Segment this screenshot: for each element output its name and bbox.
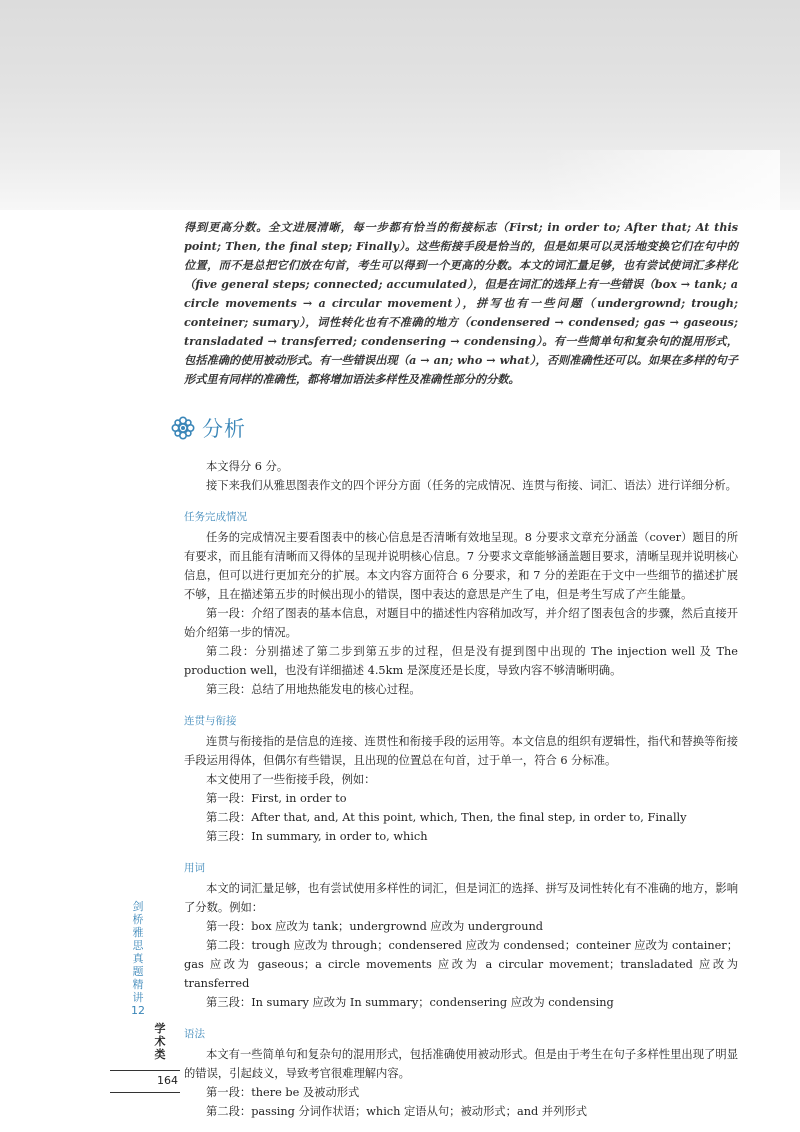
flower-icon (170, 415, 196, 441)
page-number: 164 (157, 1074, 178, 1087)
coherence-paragraph: 本文使用了一些衔接手段，例如： (206, 773, 376, 786)
grammar-paragraph: 第一段：there be 及被动形式 (206, 1086, 360, 1099)
task-paragraph: 任务的完成情况主要看图表中的核心信息是否清晰有效地呈现。8 分要求文章充分涵盖（cover）题目的所有要求，而且能有清晰而又得体的呈现并说明核心信息。7 分要求文章能够涵盖题目要求，清晰呈现并说明核心信息，但可以进行更加充分的扩展。本文内容方面符合 6 分要求，和 7 分的差距在于文中一些细节的描述扩展不够，且在描述第五步的时候出现小的错误，图中表达的意思是产生了电，但是考生写成了产生能量。 (184, 531, 738, 601)
page-number-rule (110, 1092, 180, 1093)
vocab-heading: 用词 (184, 862, 205, 874)
coherence-heading: 连贯与衔接 (184, 715, 237, 727)
grammar-paragraph: 本文有一些简单句和复杂句的混用形式，包括准确使用被动形式。但是由于考生在句子多样性里出现了明显的错误，引起歧义，导致考官很难理解内容。 (184, 1048, 738, 1080)
task-heading: 任务完成情况 (184, 511, 247, 523)
score-line: 本文得分 6 分。 (206, 460, 289, 473)
coherence-paragraph: 第二段：After that, and, At this point, which, Then, the final step, in order to, Finally (206, 811, 687, 824)
task-paragraph: 第一段：介绍了图表的基本信息，对题目中的描述性内容稍加改写，并介绍了图表包含的步骤，然后直接开始介绍第一步的情况。 (184, 607, 738, 639)
vocab-paragraph: 第二段：trough 应改为 through；condensered 应改为 condensed；conteiner 应改为 container；gas 应改为 gaseous；a circle movements 应改为 a circular movement；transladated 应改为 transferred (184, 939, 738, 990)
top-shaded-area (0, 0, 800, 210)
grammar-paragraph: 第二段：passing 分词作状语；which 定语从句；被动形式；and 并列形式 (206, 1105, 587, 1118)
section-title: 分析 (202, 417, 246, 441)
grammar-heading: 语法 (184, 1028, 205, 1040)
overview-paragraph: 接下来我们从雅思图表作文的四个评分方面（任务的完成情况、连贯与衔接、词汇、语法）进行详细分析。 (206, 479, 737, 492)
category-label-vertical: 学术类 (154, 1022, 166, 1061)
main-content (184, 218, 738, 1121)
page-number-rule (110, 1070, 180, 1071)
vocab-paragraph: 第三段：In sumary 应改为 In summary；condensering 应改为 condensing (206, 996, 614, 1009)
shade-highlight (540, 150, 780, 210)
coherence-paragraph: 第一段：First, in order to (206, 792, 347, 805)
vocab-paragraph: 第一段：box 应改为 tank；undergrownd 应改为 underground (206, 920, 543, 933)
coherence-paragraph: 第三段：In summary, in order to, which (206, 830, 428, 843)
task-paragraph: 第三段：总结了用地热能发电的核心过程。 (206, 683, 421, 696)
vocab-paragraph: 本文的词汇量足够，也有尝试使用多样性的词汇，但是词汇的选择、拼写及词性转化有不准确的地方，影响了分数。例如： (184, 882, 738, 914)
section-heading (170, 413, 738, 443)
intro-paragraph: 得到更高分数。全文进展清晰，每一步都有恰当的衔接标志（First; in order to; After that; At this point; Then, the final step; Finally）。这些衔接手段是恰当的，但是如果可以灵活地变换它们在句中的位置，而不是总把它们放在句首，考生可以得到一个更高的分数。本文的词汇量足够，也有尝试使词汇多样化（five general steps; connected; accumulated），但是在词汇的选择上有一些错误（box → tank; a circle movements → a circular movement），拼写也有一些问题（undergrownd; trough; conteiner; sumary），词性转化也有不准确的地方（condensered → condensed; gas → gaseous; transladated → transferred; condensering → condensing）。有一些简单句和复杂句的混用形式，包括准确的使用被动形式。有一些错误出现（a → an; who → what），否则准确性还可以。如果在多样的句子形式里有同样的准确性，都将增加语法多样性及准确性部分的分数。 (184, 220, 738, 386)
book-title-vertical: 剑桥雅思真题精讲12 (131, 900, 145, 1017)
task-paragraph: 第二段：分别描述了第二步到第五步的过程，但是没有提到图中出现的 The injection well 及 The production well，也没有详细描述 4.5km 是深度还是长度，导致内容不够清晰明确。 (184, 645, 738, 677)
coherence-paragraph: 连贯与衔接指的是信息的连接、连贯性和衔接手段的运用等。本文信息的组织有逻辑性，指代和替换等衔接手段运用得体，但偶尔有些错误，且出现的位置总在句首，过于单一，符合 6 分标准。 (184, 735, 738, 767)
